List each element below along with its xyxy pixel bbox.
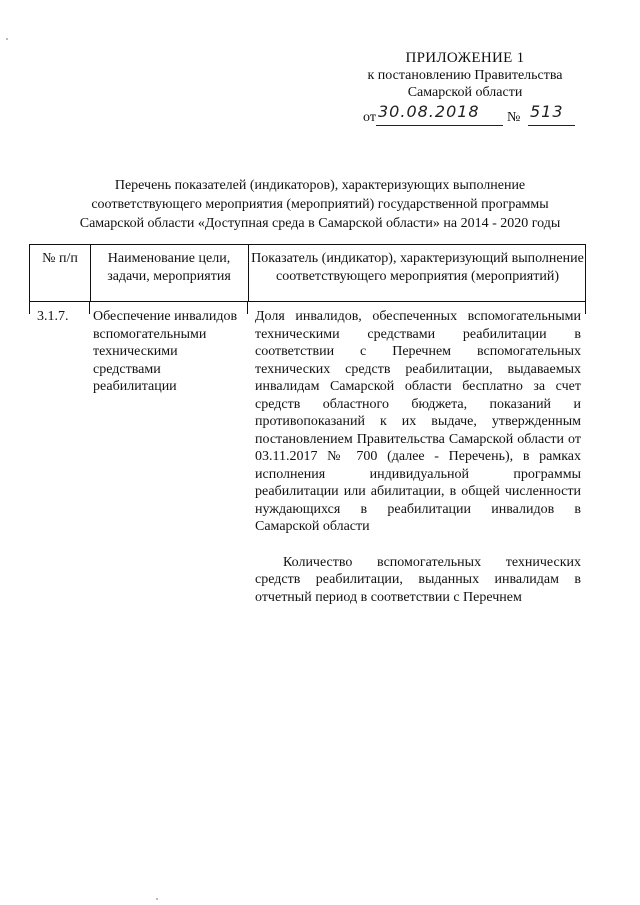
row-goal: Обеспечение инвалидов вспомогательными техническими средствами реабилитации [93, 309, 238, 394]
header-goal: Наименование цели, задачи, мероприятия [107, 251, 231, 284]
indicators-table [29, 244, 586, 605]
row-border [29, 302, 30, 314]
row-border [89, 302, 90, 314]
resolution-reference: к постановлению Правительства [367, 68, 563, 83]
document-title [40, 176, 600, 233]
title-line: Самарской области «Доступная среда в Самарской области» на 2014 - 2020 годы [79, 216, 561, 231]
number-underline [528, 125, 575, 126]
row-border [585, 302, 586, 314]
scan-artifact [156, 898, 158, 900]
appendix-title: ПРИЛОЖЕНИЕ 1 [405, 50, 525, 66]
region-name: Самарской области [407, 85, 523, 100]
handwritten-date: 30.08.2018 [378, 102, 480, 121]
date-number-row [340, 102, 590, 127]
scan-artifact [6, 38, 8, 40]
row-number: 3.1.7. [37, 309, 69, 324]
handwritten-number: 513 [530, 102, 564, 121]
header-indicator: Показатель (индикатор), характеризующий выполнение соответствующего мероприятия (мероприятий) [251, 251, 584, 284]
indicator-text: Доля инвалидов, обеспеченных вспомогательными техническими средствами реабилитации в соответствии с Перечнем вспомогательных технических средств реабилитации, выдаваемых инвалидам Самарской области бесплатно за счет средств областного бюджета, показаний и противопоказаний к их выдаче, утвержденным постановлением Правительства Самарской области от 03.11.2017 № 700 (далее - Перечень), в рамках исполнения индивидуальной программы реабилитации или абилитации, в общей численности нуждающихся в реабилитации инвалидов в Самарской области [255, 309, 581, 534]
row-border [247, 302, 248, 314]
header-number: № п/п [42, 251, 78, 266]
from-label: от [363, 110, 376, 125]
title-line: соответствующего мероприятия (мероприятий) государственной программы [91, 197, 549, 212]
title-line: Перечень показателей (индикаторов), характеризующих выполнение [114, 178, 526, 193]
approval-block [340, 50, 590, 127]
date-underline [376, 125, 503, 126]
table-header [29, 244, 586, 302]
number-label: № [507, 110, 521, 125]
row-indicators [255, 308, 581, 606]
indicator-text: Количество вспомогательных технических средств реабилитации, выданных инвалидам в отчетный период в соответствии с Перечнем [255, 554, 581, 605]
